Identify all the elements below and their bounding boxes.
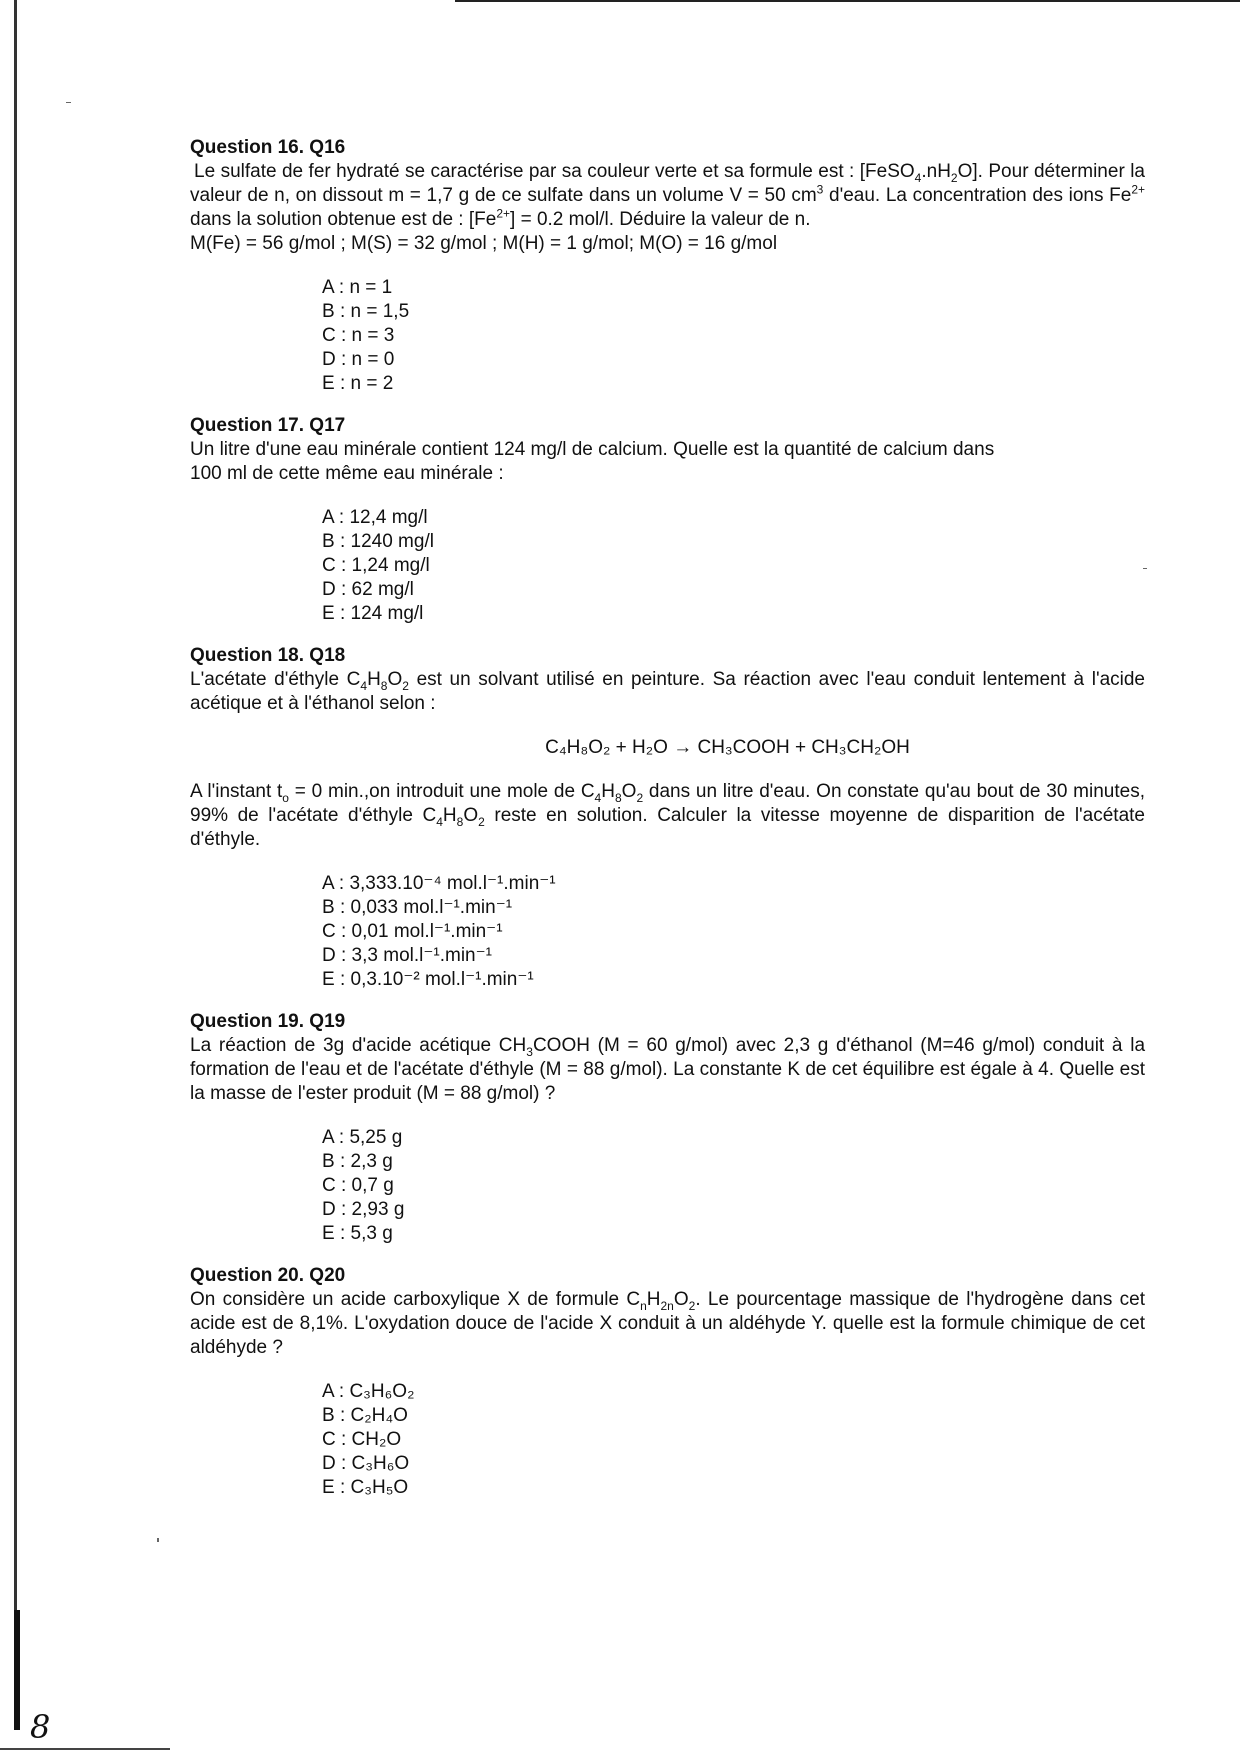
margin-line [14, 0, 17, 1730]
question-title: Question 16. Q16 [190, 137, 346, 158]
answer-option-a: A : C₃H₆O₂ [322, 1381, 415, 1402]
bottom-rule [0, 1748, 170, 1750]
answer-option-e: E : 124 mg/l [322, 603, 424, 624]
answer-option-c: C : CH₂O [322, 1429, 402, 1450]
question-19 [190, 1010, 1145, 1246]
question-title: Question 20. Q20 [190, 1265, 346, 1286]
answer-option-e: E : 5,3 g [322, 1223, 393, 1244]
page-number: 8 [30, 1708, 51, 1746]
answer-option-b: B : n = 1,5 [322, 301, 410, 322]
question-17 [190, 414, 1145, 626]
answer-option-b: B : 0,033 mol.l⁻¹.min⁻¹ [322, 897, 513, 918]
answer-option-c: C : n = 3 [322, 325, 395, 346]
answer-option-d: D : 2,93 g [322, 1199, 405, 1220]
answer-option-d: D : 3,3 mol.l⁻¹.min⁻¹ [322, 945, 492, 966]
answer-option-a: A : 3,333.10⁻⁴ mol.l⁻¹.min⁻¹ [322, 873, 556, 894]
answer-option-d: D : n = 0 [322, 349, 395, 370]
answer-list [190, 506, 1145, 626]
answer-option-e: E : C₃H₅O [322, 1477, 409, 1498]
question-text: L'acétate d'éthyle $C_4H_8O_2$ est un solvant utilisé en peinture. Sa réaction avec l'eau conduit lentement à l'acide acétique et à l'éthanol selon : [190, 669, 1145, 714]
question-title: Question 18. Q18 [190, 645, 346, 666]
answer-option-e: E : 0,3.10⁻² mol.l⁻¹.min⁻¹ [322, 969, 534, 990]
question-20 [190, 1264, 1145, 1500]
answer-option-a: A : n = 1 [322, 277, 393, 298]
answer-option-a: A : 5,25 g [322, 1127, 403, 1148]
answer-option-c: C : 0,01 mol.l⁻¹.min⁻¹ [322, 921, 503, 942]
question-16 [190, 136, 1145, 396]
answer-option-a: A : 12,4 mg/l [322, 507, 428, 528]
answer-list [190, 276, 1145, 396]
answer-option-c: C : 0,7 g [322, 1175, 394, 1196]
reaction-equation: C₄H₈O₂ + H₂O → CH₃COOH + CH₃CH₂OH [545, 737, 910, 758]
question-text: La réaction de 3g d'acide acétique $CH_3COOH$ (M = 60 g/mol) avec 2,3 g d'éthanol (M=46 g/mol) conduit à la formation de l'eau et de l'acétate d'éthyle (M = 88 g/mol). La constante K de cet équilibre est égale à 4. Quelle est la masse de l'ester produit (M = 88 g/mol) ? [190, 1035, 1146, 1104]
scan-speck [66, 102, 71, 103]
answer-option-e: E : n = 2 [322, 373, 394, 394]
answer-option-d: D : 62 mg/l [322, 579, 414, 600]
question-text: On considère un acide carboxylique X de formule $C_nH_{2n}O_2$. Le pourcentage massique de l'hydrogène dans cet acide est de 8,1%. L'oxydation douce de l'acide X conduit à un aldéhyde Y. quelle est la formule chimique de cet aldéhyde ? [190, 1289, 1145, 1358]
question-text: Le sulfate de fer hydraté se caractérise par sa couleur verte et sa formule est : $[FeSO_4.nH_2O]$. Pour déterminer la valeur de n, on dissout m = 1,7 g de ce sulfate dans un volume V = 50 $cm^3$ d'eau. La concentration des ions $Fe^{2+}$ dans la solution obtenue est de : $[Fe^{2+}] = 0.2$ mol/l. Déduire la valeur de n. M(Fe) = 56 g/mol ; M(S) = 32 g/mol ; M(H) = 1 g/mol; M(O) = 16 g/mol [190, 161, 1145, 254]
scan-speck [157, 1538, 159, 1542]
question-text: Un litre d'une eau minérale contient 124 mg/l de calcium. Quelle est la quantité de calcium dans 100 ml de cette même eau minérale : [190, 439, 995, 484]
answer-list [190, 1126, 1145, 1246]
answer-option-b: B : 2,3 g [322, 1151, 393, 1172]
question-18 [190, 644, 1145, 992]
top-rule [455, 0, 1240, 2]
answer-option-b: B : C₂H₄O [322, 1405, 408, 1426]
margin-line-thick [14, 1610, 20, 1730]
question-title: Question 17. Q17 [190, 415, 346, 436]
exam-content [190, 136, 1145, 1500]
question-title: Question 19. Q19 [190, 1011, 346, 1032]
answer-list [190, 872, 1145, 992]
answer-option-d: D : C₃H₆O [322, 1453, 410, 1474]
question-text-continued: A l'instant $t_o = 0$ min.,on introduit une mole de $C_4H_8O_2$ dans un litre d'eau. On constate qu'au bout de 30 minutes, 99% de l'acétate d'éthyle $C_4H_8O_2$ reste en solution. Calculer la vitesse moyenne de disparition de l'acétate d'éthyle. [190, 781, 1145, 850]
answer-list [190, 1380, 1145, 1500]
answer-option-c: C : 1,24 mg/l [322, 555, 430, 576]
answer-option-b: B : 1240 mg/l [322, 531, 434, 552]
